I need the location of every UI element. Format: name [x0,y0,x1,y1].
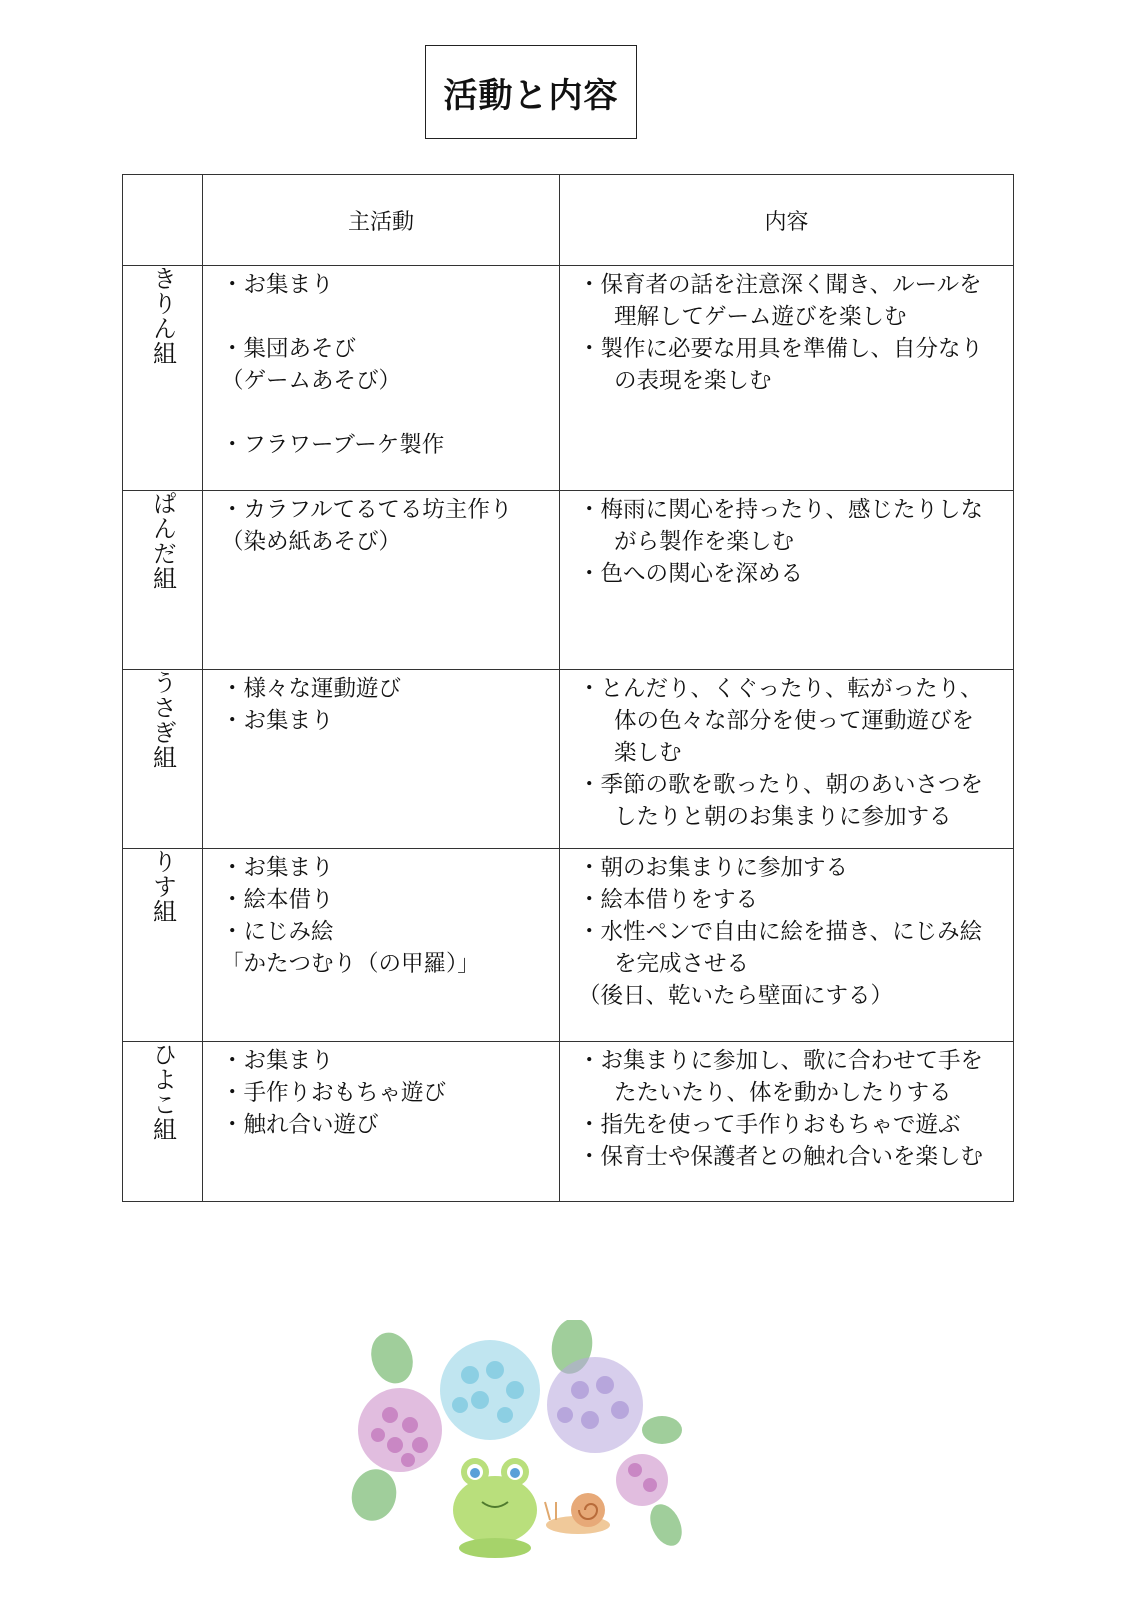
content-line: たたいたり、体を動かしたりする [614,1080,952,1106]
group-cell [123,491,203,670]
content-cell [560,266,1014,491]
purple-hydrangea-icon [547,1357,643,1453]
content-cell [560,849,1014,1042]
header-group [123,175,203,266]
content-line: ・指先を使って手作りおもちゃで遊ぶ [578,1112,961,1138]
activity-line [221,397,553,429]
title-box [425,45,637,139]
content-line: ・お集まりに参加し、歌に合わせて手を [578,1048,984,1074]
group-cell [123,1042,203,1202]
group-cell [123,266,203,491]
activity-line: （ゲームあそび） [221,368,402,394]
main-activity-cell [203,670,560,849]
content-line: ・絵本借りをする [578,887,759,913]
header-main-activity: 主活動 [203,175,560,266]
group-cell [123,670,203,849]
table-header-row [123,175,1014,266]
content-line: ・季節の歌を歌ったり、朝のあいさつを [578,772,984,798]
snail-icon [545,1493,610,1534]
activity-line: 「かたつむり（の甲羅）」 [221,951,480,977]
group-cell [123,849,203,1042]
activity-line [221,301,553,333]
content-cell [560,1042,1014,1202]
content-line: ・製作に必要な用具を準備し、自分なり [578,336,984,362]
activity-line: ・手作りおもちゃ遊び [221,1080,447,1106]
table-row [123,1042,1014,1202]
activity-line: ・お集まり [221,272,334,298]
page-title: 活動と内容 [443,75,619,116]
content-line: ・水性ペンで自由に絵を描き、にじみ絵 [578,919,983,945]
content-cell [560,491,1014,670]
content-line: 体の色々な部分を使って運動遊びを [614,708,975,734]
content-line: ・とんだり、くぐったり、転がったり、 [578,676,983,702]
table-row [123,670,1014,849]
table-row [123,266,1014,491]
frog-icon [453,1458,537,1558]
activity-line: ・絵本借り [221,887,334,913]
content-line: ・保育者の話を注意深く聞き、ルールを [578,272,982,298]
group-name: ぱんだ組 [148,491,177,591]
activity-line: ・触れ合い遊び [221,1112,379,1138]
activity-line: ・お集まり [221,1048,334,1074]
table-row [123,849,1014,1042]
pink-hydrangea-icon [358,1388,442,1472]
activity-line: ・集団あそび [221,336,357,362]
content-line: ・朝のお集まりに参加する [578,855,849,881]
content-line: したりと朝のお集まりに参加する [614,804,952,830]
activity-line: ・カラフルてるてる坊主作り [221,497,513,523]
group-name: ひよこ組 [148,1042,177,1142]
content-line: 楽しむ [614,740,682,766]
content-line: ・保育士や保護者との触れ合いを楽しむ [578,1144,984,1170]
content-line: がら製作を楽しむ [614,529,795,555]
activity-line: ・フラワーブーケ製作 [221,432,445,458]
activity-line: （染め紙あそび） [221,529,402,555]
hydrangea-frog-snail-illustration [350,1320,710,1570]
activity-line: ・様々な運動遊び [221,676,402,702]
main-activity-cell [203,1042,560,1202]
group-name: りす組 [148,849,177,924]
content-line: を完成させる [614,951,750,977]
content-line: ・梅雨に関心を持ったり、感じたりしな [578,497,984,523]
content-line: の表現を楽しむ [614,368,772,394]
group-name: うさぎ組 [148,670,177,770]
activity-line: ・お集まり [221,855,334,881]
content-line: （後日、乾いたら壁面にする） [578,983,894,1009]
small-pink-hydrangea-icon [616,1454,668,1506]
main-activity-cell [203,849,560,1042]
blue-hydrangea-icon [440,1340,540,1440]
activity-line: ・にじみ絵 [221,919,334,945]
main-activity-cell [203,491,560,670]
activity-table [122,174,1014,1202]
header-content: 内容 [560,175,1014,266]
main-activity-cell [203,266,560,491]
table-row [123,491,1014,670]
content-line: 理解してゲーム遊びを楽しむ [614,304,907,330]
group-name: きりん組 [148,266,177,366]
content-cell [560,670,1014,849]
content-line: ・色への関心を深める [578,561,804,587]
activity-line: ・お集まり [221,708,334,734]
